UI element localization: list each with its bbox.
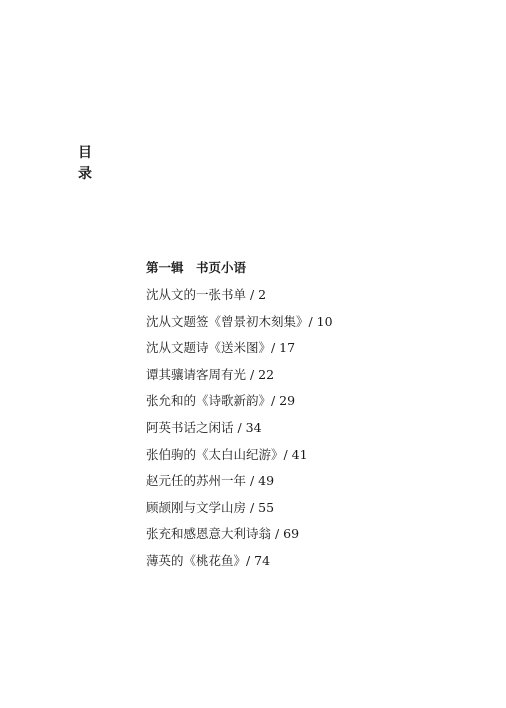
- toc-entry: 沈从文题签《曾景初木刻集》/ 10: [146, 313, 333, 329]
- toc-entry: 张伯驹的《太白山纪游》/ 41: [146, 446, 308, 462]
- toc-entry: 沈从文的一张书单 / 2: [146, 287, 267, 302]
- page-title-char-1: 目: [78, 145, 92, 161]
- toc-entry: 谭其骧请客周有光 / 22: [146, 366, 275, 382]
- toc-entry: 顾颉刚与文学山房 / 55: [146, 499, 275, 515]
- toc-entry: 张充和感恩意大利诗翁 / 69: [146, 526, 300, 542]
- table-of-contents: [146, 258, 476, 578]
- toc-entry: 张允和的《诗歌新韵》/ 29: [146, 393, 296, 409]
- toc-entry: 阿英书话之闲话 / 34: [146, 419, 262, 435]
- page-title-char-2: 录: [78, 166, 92, 182]
- toc-entry: 沈从文题诗《送米图》/ 17: [146, 340, 296, 356]
- section-title: 第一辑 书页小语: [146, 260, 247, 275]
- toc-entry: 薄英的《桃花鱼》/ 74: [146, 552, 271, 568]
- page-title: [78, 143, 98, 185]
- toc-entry: 赵元任的苏州一年 / 49: [146, 473, 275, 489]
